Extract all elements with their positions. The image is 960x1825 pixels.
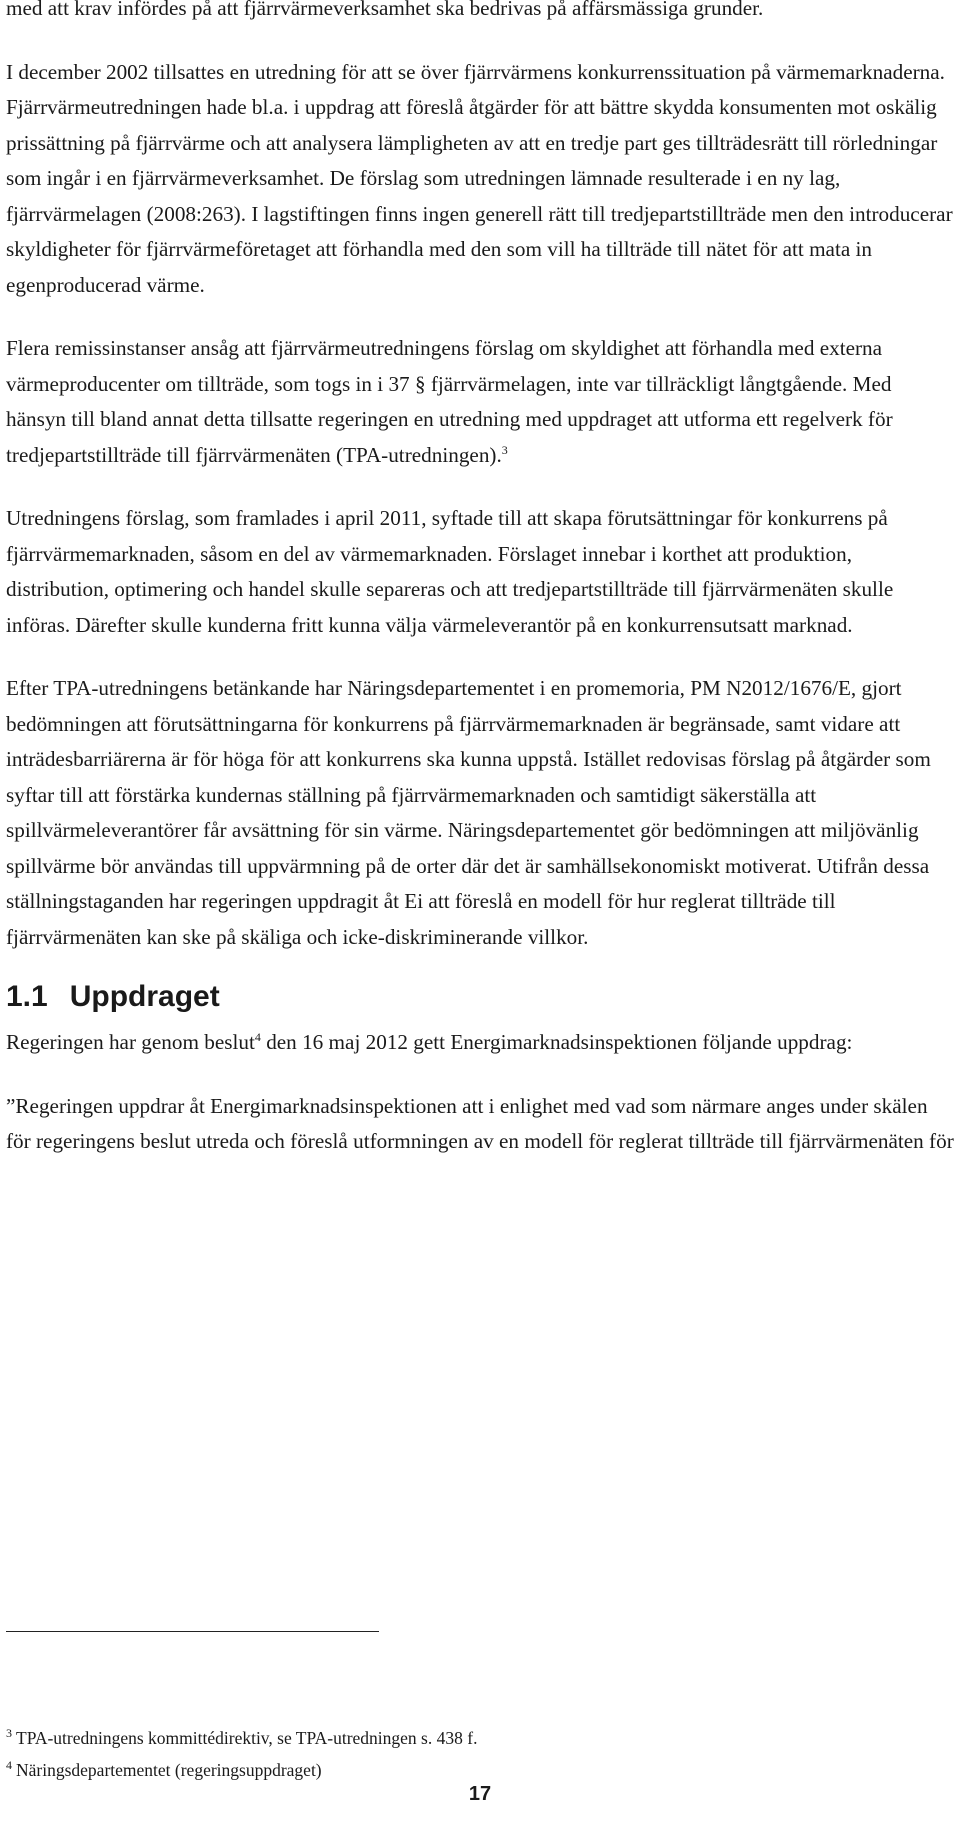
footnotes	[6, 1720, 477, 1784]
footnote-ref-3[interactable]: 3	[501, 442, 508, 457]
section-number: 1.1	[6, 980, 48, 1013]
section-heading	[6, 975, 954, 1019]
footnote-3	[6, 1720, 477, 1752]
paragraph-naringsdepartementet: Efter TPA-utredningens betänkande har Näringsdepartementet i en promemoria, PM N2012/1676/E, gjort bedömningen att förutsättningarna för konkurrens på fjärrvärmemarknaden är begränsade, samt vidare att inträdesbarriärerna är för höga för att konkurrens ska kunna uppstå. Istället redovisas förslag på åtgärder som syftar till att förstärka kundernas ställning på fjärrvärmemarknaden och samtidigt säkerställa att spillvärmeleverantörer får avsättning för sin värme. Näringsdepartementet gör bedömningen att miljövänlig spillvärme bör användas till uppvärmning på de orter där det är samhällsekonomiskt motiverat. Utifrån dessa ställningstaganden har regeringen uppdragit åt Ei att föreslå en modell för hur reglerat tillträde till fjärrvärmenäten kan ske på skäliga och icke-diskriminerande villkor.	[6, 676, 931, 949]
footnote-4	[6, 1752, 477, 1784]
footnote-ref-4[interactable]: 4	[254, 1029, 261, 1044]
footnote-divider	[6, 1631, 379, 1632]
paragraph-remissinstanser-text: Flera remissinstanser ansåg att fjärrvärmeutredningens förslag om skyldighet att förhandla med externa värmeproducenter om tillträde, som togs in i 37 § fjärrvärmelagen, inte var tillräckligt långtgående. Med hänsyn till bland annat detta tillsatte regeringen en utredning med uppdraget att utforma ett regelverk för tredjepartstillträde till fjärrvärmenäten (TPA-utredningen).	[6, 336, 893, 467]
footnote-3-number: 3	[6, 1726, 12, 1740]
assignment-intro-rest: den 16 maj 2012 gett Energimarknadsinspektionen följande uppdrag:	[260, 1030, 853, 1054]
paragraph-continuation: med att krav infördes på att fjärrvärmeverksamhet ska bedrivas på affärsmässiga grunder.	[6, 0, 764, 20]
footnote-3-text: TPA-utredningens kommittédirektiv, se TPA-utredningen s. 438 f.	[16, 1727, 478, 1748]
footnote-4-text: Näringsdepartementet (regeringsuppdraget)	[16, 1759, 322, 1780]
assignment-intro-text: Regeringen har genom beslut	[6, 1030, 255, 1054]
paragraph-utredningens-forslag: Utredningens förslag, som framlades i april 2011, syftade till att skapa förutsättningar för konkurrens på fjärrvärmemarknaden, såsom en del av värmemarknaden. Förslaget innebar i korthet att produktion, distribution, optimering och handel skulle separeras och att tredjepartstillträde till fjärrvärmenäten skulle införas. Därefter skulle kunderna fritt kunna välja värmeleverantör på en konkurrensutsatt marknad.	[6, 506, 894, 637]
paragraph-fjarrvarmeutredningen: I december 2002 tillsattes en utredning för att se över fjärrvärmens konkurrenssituation på värmemarknaderna. Fjärrvärmeutredningen hade bl.a. i uppdrag att föreslå åtgärder för att bättre skydda konsumenten mot oskälig prissättning på fjärrvärme och att analysera lämpligheten av att en tredje part ges tillträdesrätt till rörledningar som ingår i en fjärrvärmeverksamhet. De förslag som utredningen lämnade resulterade i en ny lag, fjärrvärmelagen (2008:263). I lagstiftingen finns ingen generell rätt till tredjepartstillträde men den introducerar skyldigheter för fjärrvärmeföretaget att förhandla med den som vill ha tillträde till nätet för att mata in egenproducerad värme.	[6, 59, 953, 297]
footnote-4-number: 4	[6, 1757, 12, 1772]
assignment-quote: ”Regeringen uppdrar åt Energimarknadsinspektionen att i enlighet med vad som närmare anges under skälen för regeringens beslut utreda och föreslå utformningen av en modell för reglerat tillträde till fjärrvärmenäten för	[6, 1093, 954, 1153]
paragraph-assignment-intro	[6, 1025, 954, 1061]
paragraph-remissinstanser	[6, 331, 954, 473]
document-page	[6, 0, 954, 1160]
page-number: 17	[468, 1783, 492, 1805]
section-title: Uppdraget	[69, 980, 220, 1013]
